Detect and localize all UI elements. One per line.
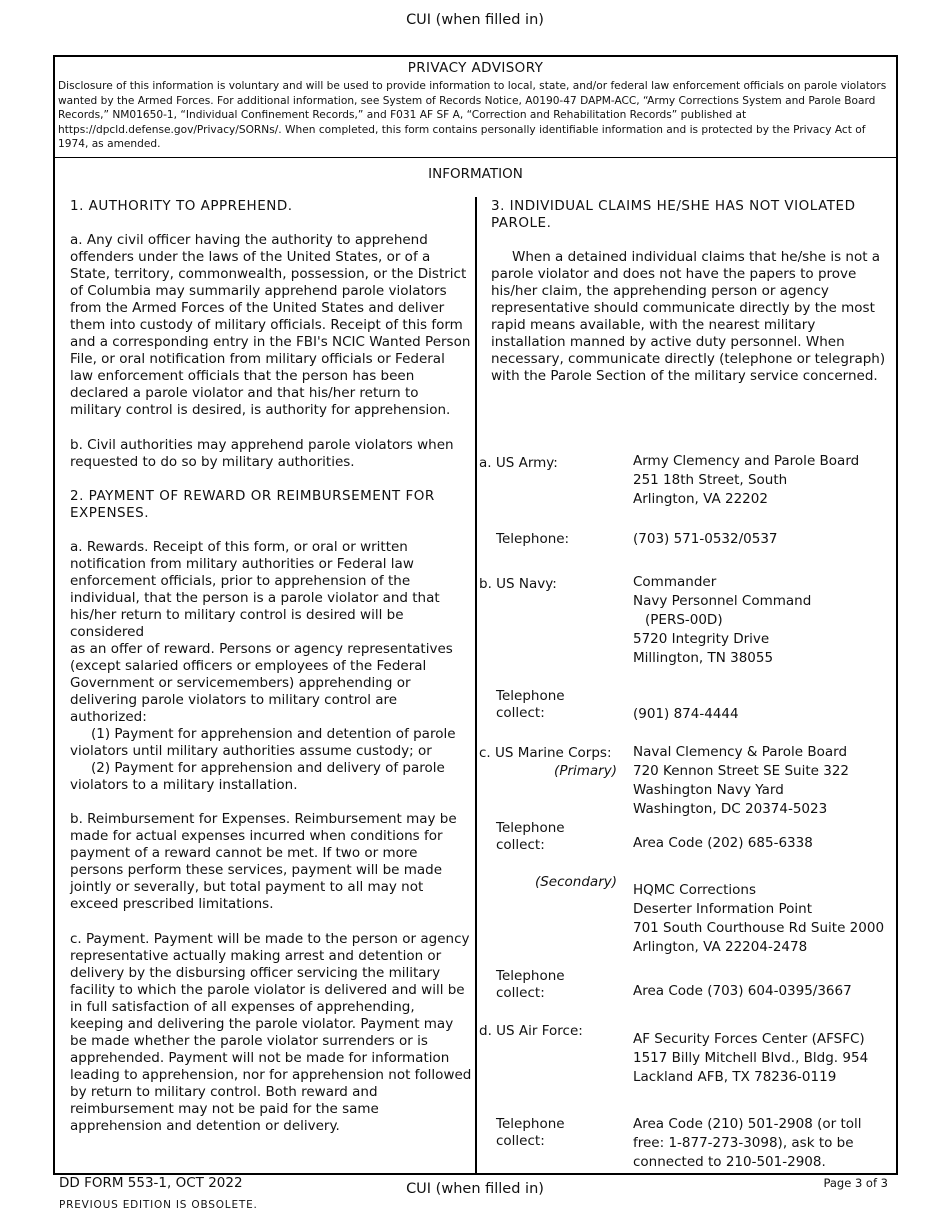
marine-primary-telephone-label	[496, 820, 565, 854]
airforce-telephone: Area Code (210) 501-2908 (or toll free: 1-877-273-3098), ask to be connected to 210-501-2908.	[633, 1116, 862, 1170]
airforce-address-line: AF Security Forces Center (AFSFC)	[633, 1031, 865, 1047]
army-address-line: Arlington, VA 22202	[633, 491, 768, 507]
navy-address-line: 5720 Integrity Drive	[633, 631, 770, 647]
navy-telephone-label	[496, 688, 565, 722]
airforce-telephone-label	[496, 1116, 565, 1150]
cui-header: CUI (when filled in)	[406, 12, 544, 28]
marine-secondary-address-line: HQMC Corrections	[633, 882, 757, 898]
section-2a-item-1: (1) Payment for apprehension and detention of parole	[91, 726, 456, 742]
marine-telephone-label-line: collect:	[496, 837, 545, 853]
army-telephone: (703) 571-0532/0537	[633, 531, 778, 547]
army-address-line: 251 18th Street, South	[633, 472, 788, 488]
marine-secondary-address-line: Deserter Information Point	[633, 901, 812, 917]
form-frame	[53, 55, 898, 1175]
section-2-heading: 2. PAYMENT OF REWARD OR REIMBURSEMENT FOR EXPENSES.	[70, 488, 435, 521]
privacy-text: Disclosure of this information is voluntary and will be used to provide information to local, state, and/or federal law enforcement officials on parole violators wanted by the Armed Forces. For additional information, see System of Records Notice, A0190-47 DAPM-ACC, “Army Corrections System and Parole Board Records,” NM01650-1, “Individual Confinement Records,” and F031 AF SF A, “Correction and Rehabilitation Records” published at https://dpcld.defense.gov/Privacy/SORNs/. When completed, this form contains personally identifiable information and is protected by the Privacy Act of 1974, as amended.	[58, 80, 887, 151]
marine-primary-address-line: Naval Clemency & Parole Board	[633, 744, 848, 760]
navy-address	[633, 573, 895, 668]
marine-secondary-address	[633, 881, 895, 957]
marine-secondary-telephone-label	[496, 968, 565, 1002]
page-number: Page 3 of 3	[823, 1176, 888, 1190]
section-2b-text: b. Reimbursement for Expenses. Reimbursement may be made for actual expenses incurred when conditions for payment of a reward cannot be met. If two or more persons perform these services, payment will be made jointly or severally, but total payment to all may not exceed prescribed limitations.	[70, 811, 457, 912]
section-2a-item-2: (2) Payment for apprehension and delivery of parole	[91, 760, 445, 776]
marine-telephone-label-line: collect:	[496, 985, 545, 1001]
section-3-text: When a detained individual claims that he/she is not a parole violator and does not have the papers to prove his/her claim, the apprehending person or agency representative should communicate directly by the most rapid means available, with the nearest military installation manned by active duty personnel. When necessary, communicate directly (telephone or telegraph) with the Parole Section of the military service concerned.	[491, 249, 886, 384]
army-telephone-label: Telephone:	[496, 531, 570, 547]
airforce-telephone-label-line: Telephone	[496, 1116, 565, 1132]
privacy-title: PRIVACY ADVISORY	[407, 60, 544, 76]
marine-primary-address-line: Washington Navy Yard	[633, 782, 784, 798]
airforce-telephone-label-line: collect:	[496, 1133, 545, 1149]
section-2a-item-2-cont: violators to a military installation.	[70, 777, 298, 793]
column-divider	[475, 197, 477, 1173]
army-address-line: Army Clemency and Parole Board	[633, 453, 860, 469]
navy-label: b. US Navy:	[479, 576, 557, 592]
navy-address-line: (PERS-00D)	[645, 612, 723, 628]
navy-telephone-label-line: Telephone	[496, 688, 565, 704]
marine-secondary-telephone: Area Code (703) 604-0395/3667	[633, 983, 852, 999]
form-number: DD FORM 553-1, OCT 2022	[59, 1175, 243, 1191]
marine-primary-label: (Primary)	[554, 763, 617, 779]
airforce-address-line: Lackland AFB, TX 78236-0119	[633, 1069, 837, 1085]
cui-footer: CUI (when filled in)	[406, 1181, 544, 1197]
marine-label: c. US Marine Corps:	[479, 745, 612, 761]
marine-telephone-label-line: Telephone	[496, 820, 565, 836]
airforce-address	[633, 1030, 895, 1087]
section-3-heading: 3. INDIVIDUAL CLAIMS HE/SHE HAS NOT VIOLATED PAROLE.	[491, 198, 856, 231]
marine-primary-address	[633, 743, 895, 819]
navy-telephone: (901) 874-4444	[633, 706, 739, 722]
marine-primary-address-line: 720 Kennon Street SE Suite 322	[633, 763, 849, 779]
section-2c-text: c. Payment. Payment will be made to the person or agency representative actually making arrest and detention or delivery by the disbursing officer servicing the military facility to which the parole violator is delivered and will be in full satisfaction of all expenses of apprehending, keeping and delivering the parole violator. Payment may be made whether the parole violator surrenders or is apprehended. Payment will not be made for information leading to apprehension, nor for apprehension not followed by return to military control. Both reward and reimbursement may not be paid for the same apprehension and detention or delivery.	[70, 931, 472, 1134]
marine-primary-telephone: Area Code (202) 685-6338	[633, 835, 813, 851]
navy-telephone-label-line: collect:	[496, 705, 545, 721]
army-label: a. US Army:	[479, 455, 558, 471]
section-2a-text: a. Rewards. Receipt of this form, or oral or written notification from military authorities or Federal law enforcement officials, prior to apprehension of the individual, that the person is a parole violator and that his/her return to military control is desired will be considered	[70, 539, 440, 640]
privacy-advisory	[55, 57, 896, 158]
army-address	[633, 452, 895, 509]
airforce-address-line: 1517 Billy Mitchell Blvd., Bldg. 954	[633, 1050, 869, 1066]
navy-address-line: Navy Personnel Command	[633, 593, 812, 609]
section-1a-text: a. Any civil officer having the authority to apprehend offenders under the laws of the United States, or of a State, territory, commonwealth, possession, or the District of Columbia may summarily apprehend parole violators from the Armed Forces of the United States and deliver them into custody of military officials. Receipt of this form and a corresponding entry in the FBI's NCIC Wanted Person File, or oral notification from military officials or Federal law enforcement officials that the person has been declared a parole violator and that his/her return to military control is desired, is authority for apprehension.	[70, 232, 471, 418]
navy-address-line: Commander	[633, 574, 717, 590]
section-1-heading: 1. AUTHORITY TO APPREHEND.	[70, 198, 293, 214]
information-title: INFORMATION	[428, 166, 523, 182]
section-2a-item-1-cont: violators until military authorities assume custody; or	[70, 743, 432, 759]
marine-secondary-address-line: 701 South Courthouse Rd Suite 2000	[633, 920, 885, 936]
navy-address-line: Millington, TN 38055	[633, 650, 774, 666]
section-2a-text-cont: as an offer of reward. Persons or agency representatives (except salaried officers or employees of the Federal Government or servicemembers) apprehending or delivering parole violators to military control are authorized:	[70, 641, 453, 725]
section-1b-text: b. Civil authorities may apprehend parole violators when requested to do so by military authorities.	[70, 437, 454, 470]
airforce-label: d. US Air Force:	[479, 1023, 583, 1039]
obsolete-notice: PREVIOUS EDITION IS OBSOLETE.	[59, 1199, 258, 1211]
marine-secondary-label: (Secondary)	[534, 874, 617, 890]
marine-secondary-address-line: Arlington, VA 22204-2478	[633, 939, 808, 955]
marine-telephone-label-line: Telephone	[496, 968, 565, 984]
marine-primary-address-line: Washington, DC 20374-5023	[633, 801, 828, 817]
